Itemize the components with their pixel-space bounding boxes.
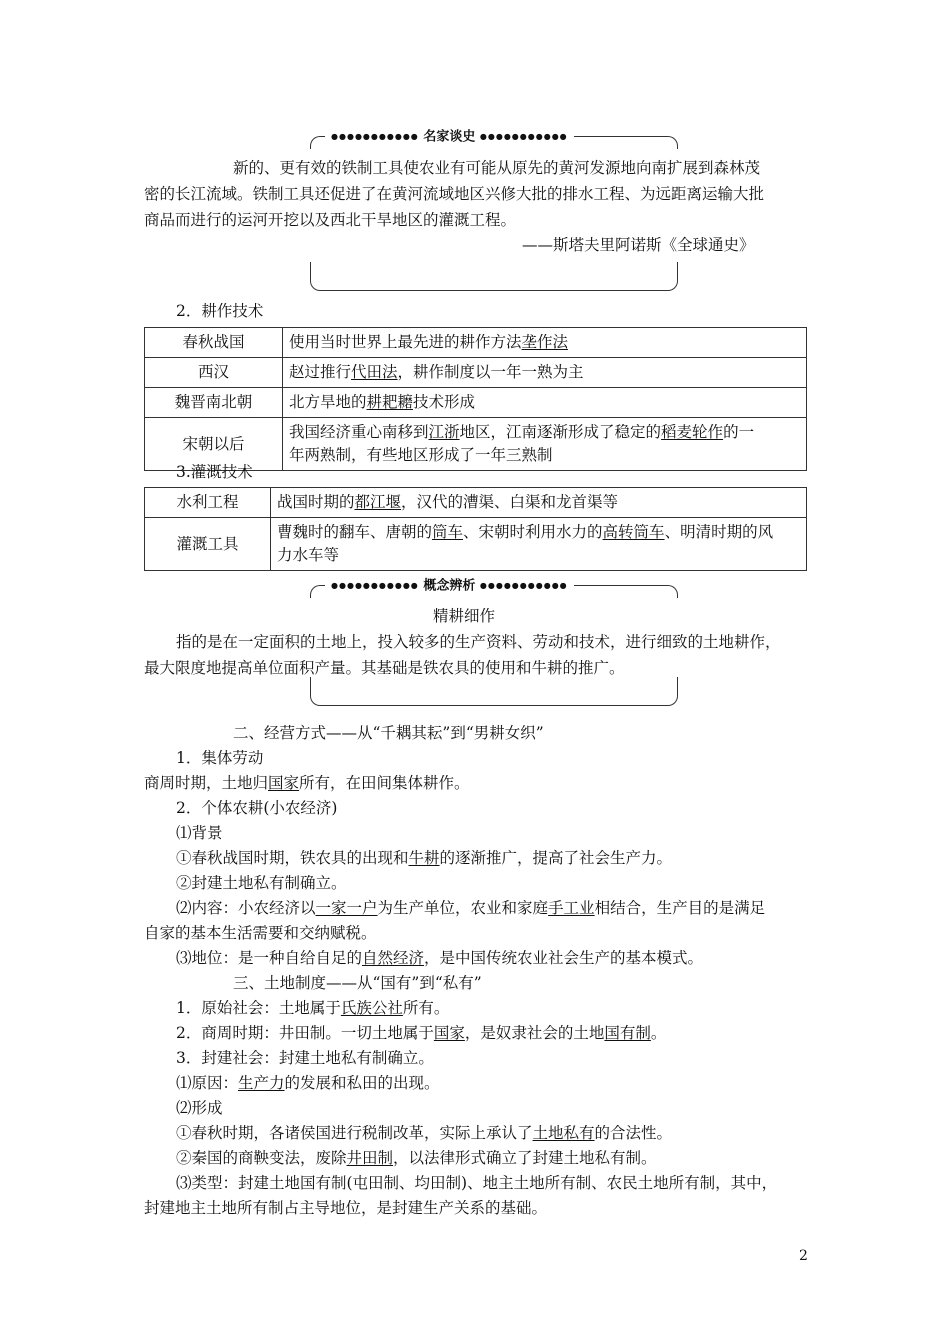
table-row — [145, 388, 807, 418]
quote-box-frame-bottom — [310, 262, 678, 291]
dots-left-icon: ●●●●●●●●●●● — [331, 581, 419, 590]
table-row — [145, 358, 807, 388]
section-three-p1: 1．原始社会：土地属于氏族公社所有。 — [176, 999, 450, 1017]
section-three-f1: ①春秋时期，各诸侯国进行税制改革，实际上承认了土地私有的合法性。 — [176, 1124, 673, 1142]
section-two-bg2: ②封建土地私有制确立。 — [176, 874, 347, 892]
page-number: 2 — [799, 1248, 808, 1264]
description-cell: 北方旱地的耕耙耱技术形成 — [283, 388, 807, 418]
section-two-bg1: ①春秋战国时期，铁农具的出现和牛耕的逐渐推广，提高了社会生产力。 — [176, 849, 673, 867]
quote-box-tag — [325, 129, 574, 146]
quote-box-tag-text: 名家谈史 — [423, 129, 476, 145]
concept-line-1: 指的是在一定面积的土地上，投入较多的生产资料、劳动和技术，进行细致的土地耕作， — [176, 633, 781, 651]
irrigation-heading: 3.灌溉技术 — [176, 463, 253, 481]
section-two-content-l2: 自家的基本生活需要和交纳赋税。 — [144, 924, 377, 942]
section-two-content: ⑵内容：小农经济以一家一户为生产单位，农业和家庭手工业相结合，生产目的是满足 — [176, 899, 766, 917]
table-row — [145, 518, 807, 571]
section-two-bg: ⑴背景 — [176, 824, 223, 842]
quote-line-1: 新的、更有效的铁制工具使农业有可能从原先的黄河发源地向南扩展到森林茂 — [233, 159, 761, 177]
section-three-heading: 三、土地制度——从“国有”到“私有” — [233, 974, 482, 992]
farming-table — [144, 327, 807, 471]
concept-box-frame-bottom — [310, 677, 678, 706]
description-cell: 战国时期的都江堰，汉代的漕渠、白渠和龙首渠等 — [271, 488, 807, 518]
period-cell: 春秋战国 — [145, 328, 283, 358]
section-three-p2: 2．商周时期：井田制。一切土地属于国家，是奴隶社会的土地国有制。 — [176, 1024, 667, 1042]
section-three-f2: ②秦国的商鞅变法，废除井田制，以法律形式确立了封建土地私有制。 — [176, 1149, 657, 1167]
section-two-status: ⑶地位：是一种自给自足的自然经济，是中国传统农业社会生产的基本模式。 — [176, 949, 704, 967]
period-cell: 魏晋南北朝 — [145, 388, 283, 418]
quote-line-3: 商品而进行的运河开挖以及西北干旱地区的灌溉工程。 — [144, 211, 517, 229]
section-three-type-l2: 封建地主土地所有制占主导地位，是封建生产关系的基础。 — [144, 1199, 548, 1217]
section-two-s2: 2．个体农耕(小农经济) — [176, 799, 338, 817]
dots-right-icon: ●●●●●●●●●●● — [479, 132, 568, 141]
irrigation-table — [144, 487, 807, 571]
section-two-s1: 1．集体劳动 — [176, 749, 264, 767]
period-cell: 宋朝以后 — [145, 418, 283, 471]
description-cell: 曹魏时的翻车、唐朝的筒车、宋朝时利用水力的高转筒车、明清时期的风 力水车等 — [271, 518, 807, 571]
farming-heading: 2．耕作技术 — [176, 302, 264, 320]
section-three-form: ⑵形成 — [176, 1099, 223, 1117]
section-three-type-l1: ⑶类型：封建土地国有制(屯田制、均田制)、地主土地所有制、农民土地所有制，其中， — [176, 1174, 778, 1192]
description-cell: 赵过推行代田法，耕作制度以一年一熟为主 — [283, 358, 807, 388]
label-cell: 灌溉工具 — [145, 518, 271, 571]
period-cell: 西汉 — [145, 358, 283, 388]
quote-line-2: 密的长江流域。铁制工具还促进了在黄河流域地区兴修大批的排水工程、为远距离运输大批 — [144, 185, 765, 203]
concept-box-tag — [325, 578, 574, 595]
concept-line-2: 最大限度地提高单位面积产量。其基础是铁农具的使用和牛耕的推广。 — [144, 659, 625, 677]
section-three-p3: 3．封建社会：封建土地私有制确立。 — [176, 1049, 434, 1067]
dots-left-icon: ●●●●●●●●●●● — [331, 132, 419, 141]
table-row — [145, 488, 807, 518]
concept-title: 精耕细作 — [433, 607, 496, 625]
section-two-s1-text: 商周时期，土地归国家所有，在田间集体耕作。 — [144, 774, 470, 792]
dots-right-icon: ●●●●●●●●●●● — [479, 581, 568, 590]
description-cell: 使用当时世界上最先进的耕作方法垄作法 — [283, 328, 807, 358]
section-three-cause: ⑴原因：生产力的发展和私田的出现。 — [176, 1074, 440, 1092]
table-row — [145, 328, 807, 358]
description-cell: 我国经济重心南移到江浙地区，江南逐渐形成了稳定的稻麦轮作的一 年两熟制，有些地区形成了一年三熟制 — [283, 418, 807, 471]
concept-box-tag-text: 概念辨析 — [423, 578, 476, 594]
label-cell: 水利工程 — [145, 488, 271, 518]
section-two-heading: 二、经营方式——从“千耦其耘”到“男耕女织” — [233, 724, 544, 742]
quote-source: ——斯塔夫里阿诺斯《全球通史》 — [522, 236, 755, 254]
